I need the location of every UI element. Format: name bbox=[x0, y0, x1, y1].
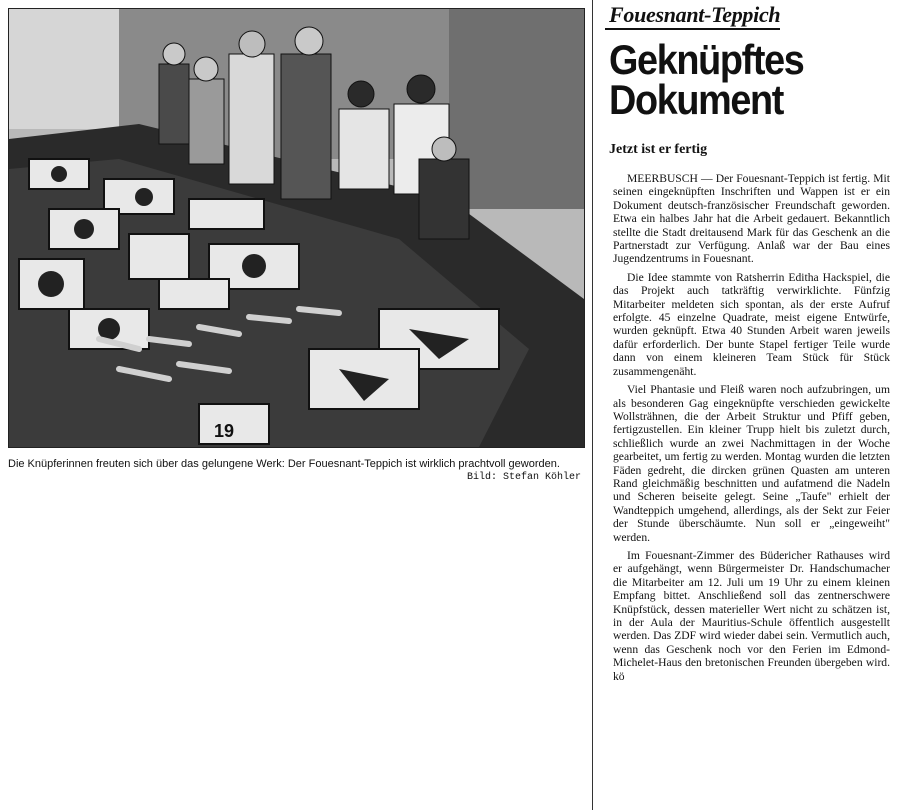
headline-line-1: Geknüpftes bbox=[609, 36, 804, 83]
caption-text: Die Knüpferinnen freuten sich über das gelungene Werk: Der Fouesnant-Teppich ist wirklich prachtvoll geworden. bbox=[8, 458, 560, 470]
column-divider bbox=[592, 0, 593, 810]
article-photo bbox=[8, 8, 585, 448]
article-paragraph: Die Idee stammte von Ratsherrin Editha Hackspiel, die das Projekt auch tatkräftig verwirklichte. Fünfzig Mitarbeiter meldeten sich spontan, als der erste Aufruf erfolgte. 45 einzelne Quadrate, meist eigene Entwürfe, wurden geknüpft. Etwa 40 Stunden Arbeit waren jeweils dafür erforderlich. Der bunte Stapel fertiger Teile wurde dann von einem kleineren Team Stück für Stück zusammengenäht. bbox=[613, 270, 890, 378]
article-column bbox=[605, 0, 890, 810]
article-paragraph: Im Fouesnant-Zimmer des Büdericher Rathauses wird er aufgehängt, wenn Bürgermeister Dr. Handschumacher die Mitarbeiter am 12. Juli um 19 Uhr zu einem kleinen Empfang bittet. Anschließend soll das zentnerschwere Knüpfstück, dessen materieller Wert nicht zu schätzen ist, in der Aula der Mauritius-Schule öffentlich ausgestellt werden. Das ZDF wird wieder dabei sein. Vermutlich auch, wenn das Geschenk noch vor den Ferien im Edmond-Michelet-Haus den bretonischen Freunden übergeben wird. kö bbox=[613, 548, 890, 683]
headline-line-2: Dokument bbox=[609, 76, 784, 123]
article-subhead: Jetzt ist er fertig bbox=[609, 142, 708, 157]
article-body bbox=[605, 172, 890, 683]
article-paragraph: MEERBUSCH — Der Fouesnant-Teppich ist fertig. Mit seinen eingeknüpften Inschriften und Wappen ist er ein Dokument deutsch-französischer Freundschaft geworden. Etwa ein halbes Jahr hat die Arbeit gedauert. Bekanntlich stellte die Stadt dreitausend Mark für das Geschenk an die Partnerstadt zur Verfügung. Anlaß war der Bau eines Jugendzentrums in Fouesnant. bbox=[613, 172, 890, 266]
tile-number: 19 bbox=[214, 421, 235, 441]
photo-caption bbox=[8, 458, 583, 483]
article-headline bbox=[609, 36, 862, 123]
article-kicker: Fouesnant-Teppich bbox=[605, 2, 780, 30]
carpet-photo-illustration bbox=[9, 9, 584, 447]
photo-credit: Bild: Stefan Köhler bbox=[466, 472, 581, 483]
article-paragraph: Viel Phantasie und Fleiß waren noch aufzubringen, um als besonderen Gag eingeknüpfte verschieden gewickelte Wollsträhnen, die der Arbeit Struktur und Pfiff geben, fertigzustellen. Ein kleiner Trupp hielt bis zuletzt durch, schließlich wurde an zwei Nachmittagen in der Woche gearbeitet, um fertig zu werden. Montag wurden die letzten Fäden gedreht, die dircken grünen Quasten am unteren Rand gleichmäßig beschnitten und aufatmend die Nadeln und Scheren beiseite gelegt. Seine „Taufe" erhielt der Wandteppich umgehend, allerdings, als der Sekt zur Feier der Stunde überschäumte. Nun soll er „eingeweiht" werden. bbox=[613, 383, 890, 544]
